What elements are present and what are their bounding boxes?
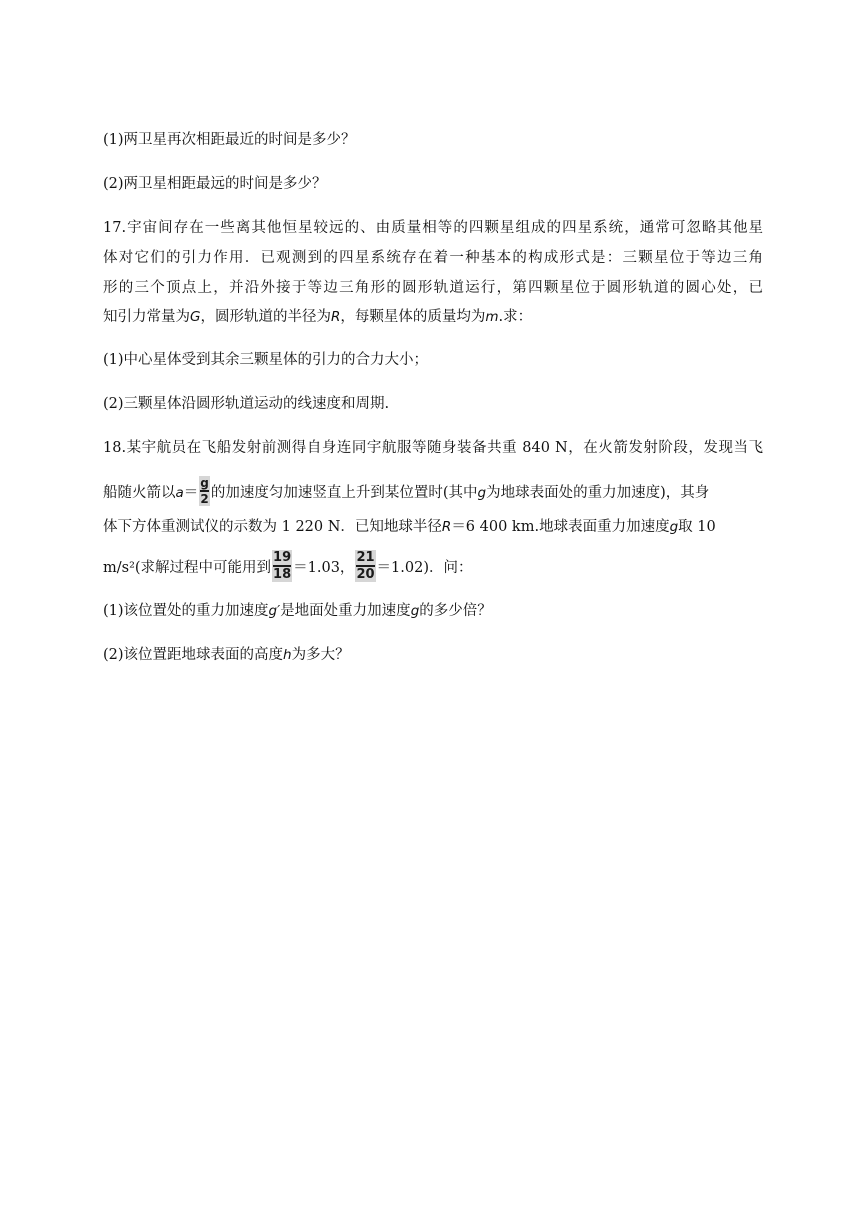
mass-symbol: m: [485, 309, 499, 325]
q18-sub1-text-a: (1)该位置处的重力加速度: [103, 603, 269, 619]
q18-line2-text-b: 的加速度匀加速竖直上升到某位置时(其中: [210, 484, 478, 501]
fraction-numerator: 19: [273, 550, 292, 565]
fraction-g-over-2: [199, 476, 210, 506]
fraction-numerator: g: [200, 476, 209, 490]
q18-line4-text-a: m/s²(求解过程中可能用到: [103, 559, 272, 576]
q18-line2-text-c: 为地球表面处的重力加速度)，其身: [486, 484, 710, 501]
q18-sub2-text-a: (2)该位置距地球表面的高度: [103, 647, 284, 663]
q17-line4-text-d: .求：: [498, 309, 533, 325]
q18-sub2-text-b: 为多大？: [291, 647, 350, 663]
gravity-symbol: g: [477, 484, 487, 501]
earth-radius-symbol: R: [441, 519, 452, 535]
q18-line4-text-b: ＝1.03，: [293, 559, 355, 576]
local-gravity-symbol: g′: [268, 603, 281, 619]
q18-line3: [103, 517, 763, 537]
gravity-symbol: g: [669, 519, 679, 535]
fraction-21-over-20: [355, 550, 375, 582]
height-symbol: h: [283, 647, 292, 663]
q17-line4: [103, 307, 763, 327]
q17-line4-text-b: ，圆形轨道的半径为: [200, 309, 331, 325]
q17-line2: 体对它们的引力作用．已观测到的四星系统存在着一种基本的构成形式是：三颗星位于等边三角: [103, 250, 763, 266]
fraction-numerator: 21: [356, 550, 375, 565]
gravity-symbol: g: [410, 603, 420, 619]
orbit-radius-symbol: R: [330, 309, 341, 325]
q18-line2-text-a: 船随火箭以: [103, 484, 176, 501]
q18-sub1-text-c: 的多少倍？: [419, 603, 492, 619]
q18-line4-text-c: ＝1.02)．问：: [376, 559, 473, 576]
fraction-denominator: 2: [200, 491, 209, 506]
q17-line3: 形的三个顶点上，并沿外接于等边三角形的圆形轨道运行，第四颗星位于圆形轨道的圆心处，已: [103, 280, 763, 296]
q16-sub2: (2)两卫星相距最远的时间是多少？: [103, 176, 327, 192]
gravitational-constant-symbol: G: [190, 309, 201, 325]
q17-sub1: (1)中心星体受到其余三颗星体的引力的合力大小；: [103, 352, 429, 368]
q18-line1: 18.某宇航员在飞船发射前测得自身连同宇航服等随身装备共重 840 N，在火箭发射阶段，发现当飞: [103, 440, 763, 456]
q17-line1: 17.宇宙间存在一些离其他恒星较远的、由质量相等的四颗星组成的四星系统，通常可忽略其他星: [103, 220, 763, 236]
fraction-denominator: 20: [356, 566, 375, 582]
q18-line3-text-c: 取 10: [678, 519, 716, 535]
equals-sign: ＝: [183, 484, 199, 501]
q18-line2: [103, 478, 763, 508]
fraction-denominator: 18: [273, 566, 292, 582]
q17-sub2: (2)三颗星体沿圆形轨道运动的线速度和周期.: [103, 396, 390, 412]
q18-sub1-text-b: 是地面处重力加速度: [280, 603, 411, 619]
q18-line4: [103, 552, 763, 584]
q18-line3-text-a: 体下方体重测试仪的示数为 1 220 N．已知地球半径: [103, 519, 442, 535]
q17-line4-text-c: ，每颗星体的质量均为: [340, 309, 486, 325]
q16-sub1: (1)两卫星再次相距最近的时间是多少？: [103, 132, 356, 148]
q17-line4-text-a: 知引力常量为: [103, 309, 190, 325]
q18-sub1: [103, 601, 763, 621]
q18-line3-text-b: ＝6 400 km.地球表面重力加速度: [451, 519, 670, 535]
fraction-19-over-18: [272, 550, 292, 582]
q18-sub2: [103, 645, 763, 665]
acceleration-symbol: a: [175, 484, 184, 501]
